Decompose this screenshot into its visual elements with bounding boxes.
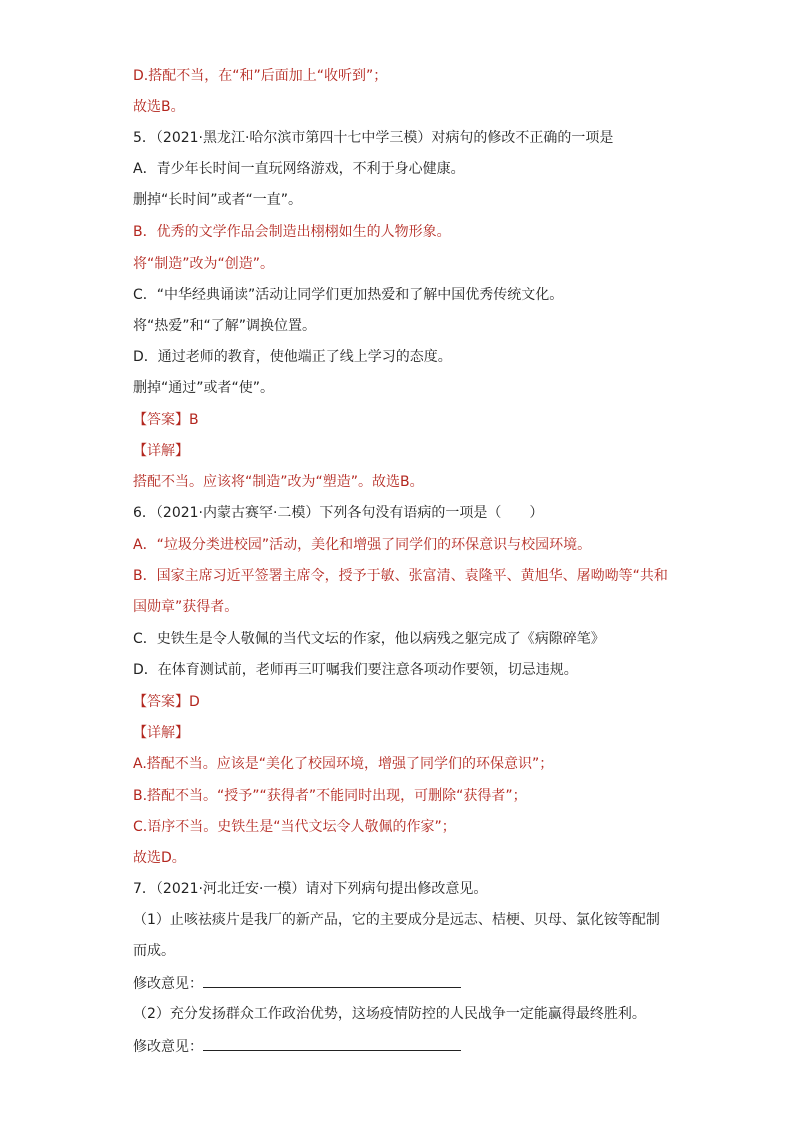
option-d: D．通过老师的教育，使他端正了线上学习的态度。 — [133, 349, 452, 365]
revision-line-2 — [133, 1036, 461, 1057]
revision-label: 修改意见： — [133, 1039, 203, 1055]
explanation-label: 【详解】 — [133, 725, 189, 741]
option-b-fix: 将“制造”改为“创造”。 — [133, 256, 275, 272]
question-7-stem: 7．（2021·河北迁安·一模）请对下列病句提出修改意见。 — [133, 881, 488, 897]
option-a: A．青少年长时间一直玩网络游戏，不利于身心健康。 — [133, 161, 465, 177]
question-5-stem: 5．（2021·黑龙江·哈尔滨市第四十七中学三模）对病句的修改不正确的一项是 — [133, 130, 614, 146]
explanation-c: C.语序不当。史铁生是“当代文坛令人敬佩的作家”； — [133, 819, 456, 835]
revision-line-1 — [133, 973, 461, 994]
option-a-fix: 删掉“长时间”或者“一直”。 — [133, 192, 303, 208]
sub-question-2: （2）充分发扬群众工作政治优势，这场疫情防控的人民战争一定能赢得最终胜利。 — [133, 1006, 646, 1022]
option-a: A．“垃圾分类进校园”活动，美化和增强了同学们的环保意识与校园环境。 — [133, 537, 592, 553]
revision-label: 修改意见： — [133, 976, 203, 992]
option-c: C．史铁生是令人敬佩的当代文坛的作家，他以病残之躯完成了《病隙碎笔》 — [133, 631, 605, 647]
explanation-label: 【详解】 — [133, 443, 189, 459]
text-line: 故选B。 — [133, 99, 185, 115]
explanation-b: B.搭配不当。“授予”“获得者”不能同时出现，可删除“获得者”； — [133, 788, 527, 804]
explanation-conclusion: 故选D。 — [133, 850, 186, 866]
answer-blank[interactable] — [203, 973, 461, 988]
explanation-text: 搭配不当。应该将“制造”改为“塑造”。故选B。 — [133, 474, 424, 490]
answer-label: 【答案】D — [133, 694, 200, 710]
option-c: C．“中华经典诵读”活动让同学们更加热爱和了解中国优秀传统文化。 — [133, 287, 564, 303]
option-c-fix: 将“热爱”和“了解”调换位置。 — [133, 318, 317, 334]
answer-blank[interactable] — [203, 1036, 461, 1051]
answer-label: 【答案】B — [133, 412, 199, 428]
sub-question-1: （1）止咳祛痰片是我厂的新产品，它的主要成分是远志、桔梗、贝母、氯化铵等配制 — [133, 912, 660, 928]
option-b: B．国家主席习近平签署主席令，授予于敏、张富清、袁隆平、黄旭华、屠呦呦等“共和 — [133, 568, 668, 584]
option-d-fix: 删掉“通过”或者“使”。 — [133, 380, 275, 396]
question-6-stem: 6．（2021·内蒙古赛罕·二模）下列各句没有语病的一项是（ ） — [133, 505, 544, 521]
option-d: D．在体育测试前，老师再三叮嘱我们要注意各项动作要领，切忌违规。 — [133, 662, 578, 678]
sub-question-1-cont: 而成。 — [133, 943, 175, 959]
text-line: D.搭配不当，在“和”后面加上“收听到”； — [133, 68, 388, 84]
option-b-cont: 国勋章”获得者。 — [133, 599, 239, 615]
explanation-a: A.搭配不当。应该是“美化了校园环境，增强了同学们的环保意识”； — [133, 756, 554, 772]
option-b: B．优秀的文学作品会制造出栩栩如生的人物形象。 — [133, 224, 451, 240]
